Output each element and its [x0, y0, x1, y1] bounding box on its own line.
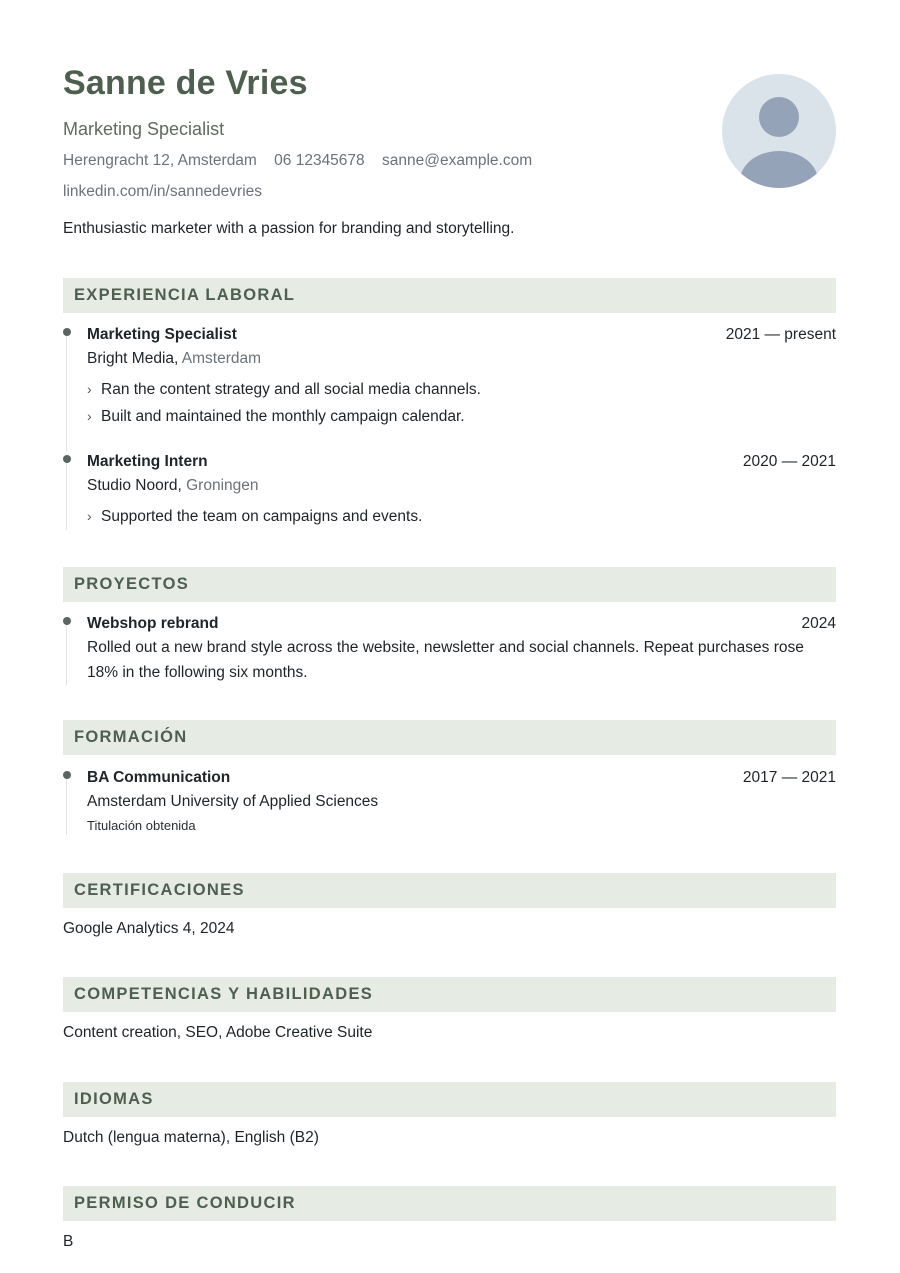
job-title: Marketing Intern [87, 453, 208, 470]
list-item: › Supported the team on campaigns and events. [87, 503, 836, 530]
timeline-rail [66, 458, 67, 530]
section-title-projects: PROYECTOS [63, 567, 836, 602]
degree-note: Titulación obtenida [87, 818, 196, 833]
job-title: Marketing Specialist [87, 326, 237, 343]
contact-line [63, 150, 723, 172]
languages-text: Dutch (lengua materna), English (B2) [63, 1129, 319, 1146]
chevron-right-icon: › [87, 508, 92, 524]
section-title-education: FORMACIÓN [63, 720, 836, 755]
address-text: Herengracht 12, Amsterdam [63, 152, 257, 169]
candidate-name: Sanne de Vries [63, 64, 308, 102]
experience-item [63, 325, 836, 452]
project-item [63, 614, 836, 685]
job-employer: Studio Noord, Groningen [87, 477, 259, 494]
phone-text: 06 12345678 [274, 152, 365, 169]
chevron-right-icon: › [87, 408, 92, 424]
job-bullets [87, 503, 836, 530]
linkedin-text: linkedin.com/in/sannedevries [63, 183, 263, 200]
job-bullets [87, 376, 836, 430]
timeline-dot [63, 771, 71, 779]
avatar-head [759, 97, 799, 137]
section-title-languages: IDIOMAS [63, 1082, 836, 1117]
project-description: Rolled out a new brand style across the website, newsletter and social channels. Repeat purchases rose 18% in the following six months. [87, 639, 804, 681]
section-title-skills: COMPETENCIAS Y HABILIDADES [63, 977, 836, 1012]
license-text: B [63, 1233, 74, 1250]
certifications-text: Google Analytics 4, 2024 [63, 920, 235, 937]
profile-summary: Enthusiastic marketer with a passion for branding and storytelling. [63, 220, 515, 237]
company-city: Groningen [186, 477, 259, 494]
timeline-rail [66, 620, 67, 685]
education-list [63, 768, 836, 835]
experience-list [63, 325, 836, 530]
chevron-right-icon: › [87, 381, 92, 397]
timeline-dot [63, 328, 71, 336]
projects-list [63, 614, 836, 685]
company-name: Bright Media [87, 350, 175, 367]
education-item [63, 768, 836, 835]
skills-text: Content creation, SEO, Adobe Creative Suite [63, 1024, 373, 1041]
timeline-rail [66, 331, 67, 452]
section-title-certifications: CERTIFICACIONES [63, 873, 836, 908]
person-placeholder-icon [722, 74, 836, 188]
resume-header [63, 62, 723, 203]
company-name: Studio Noord [87, 477, 178, 494]
project-title: Webshop rebrand [87, 615, 219, 632]
list-item: › Ran the content strategy and all social media channels. [87, 376, 836, 403]
list-item: › Built and maintained the monthly campaign calendar. [87, 403, 836, 430]
job-dates: 2020 — 2021 [742, 453, 836, 470]
timeline-dot [63, 617, 71, 625]
candidate-role: Marketing Specialist [63, 119, 225, 139]
timeline-dot [63, 455, 71, 463]
school-name: Amsterdam University of Applied Sciences [87, 793, 379, 810]
avatar-body [740, 151, 818, 188]
section-title-license: PERMISO DE CONDUCIR [63, 1186, 836, 1221]
email-text: sanne@example.com [381, 152, 533, 169]
company-city: Amsterdam [181, 350, 262, 367]
project-dates: 2024 [801, 615, 836, 632]
job-employer: Bright Media, Amsterdam [87, 350, 262, 367]
experience-item [63, 452, 836, 530]
degree-title: BA Communication [87, 769, 231, 786]
job-dates: 2021 — present [725, 326, 836, 343]
degree-dates: 2017 — 2021 [742, 769, 836, 786]
section-title-experience: EXPERIENCIA LABORAL [63, 278, 836, 313]
timeline-rail [66, 774, 67, 835]
